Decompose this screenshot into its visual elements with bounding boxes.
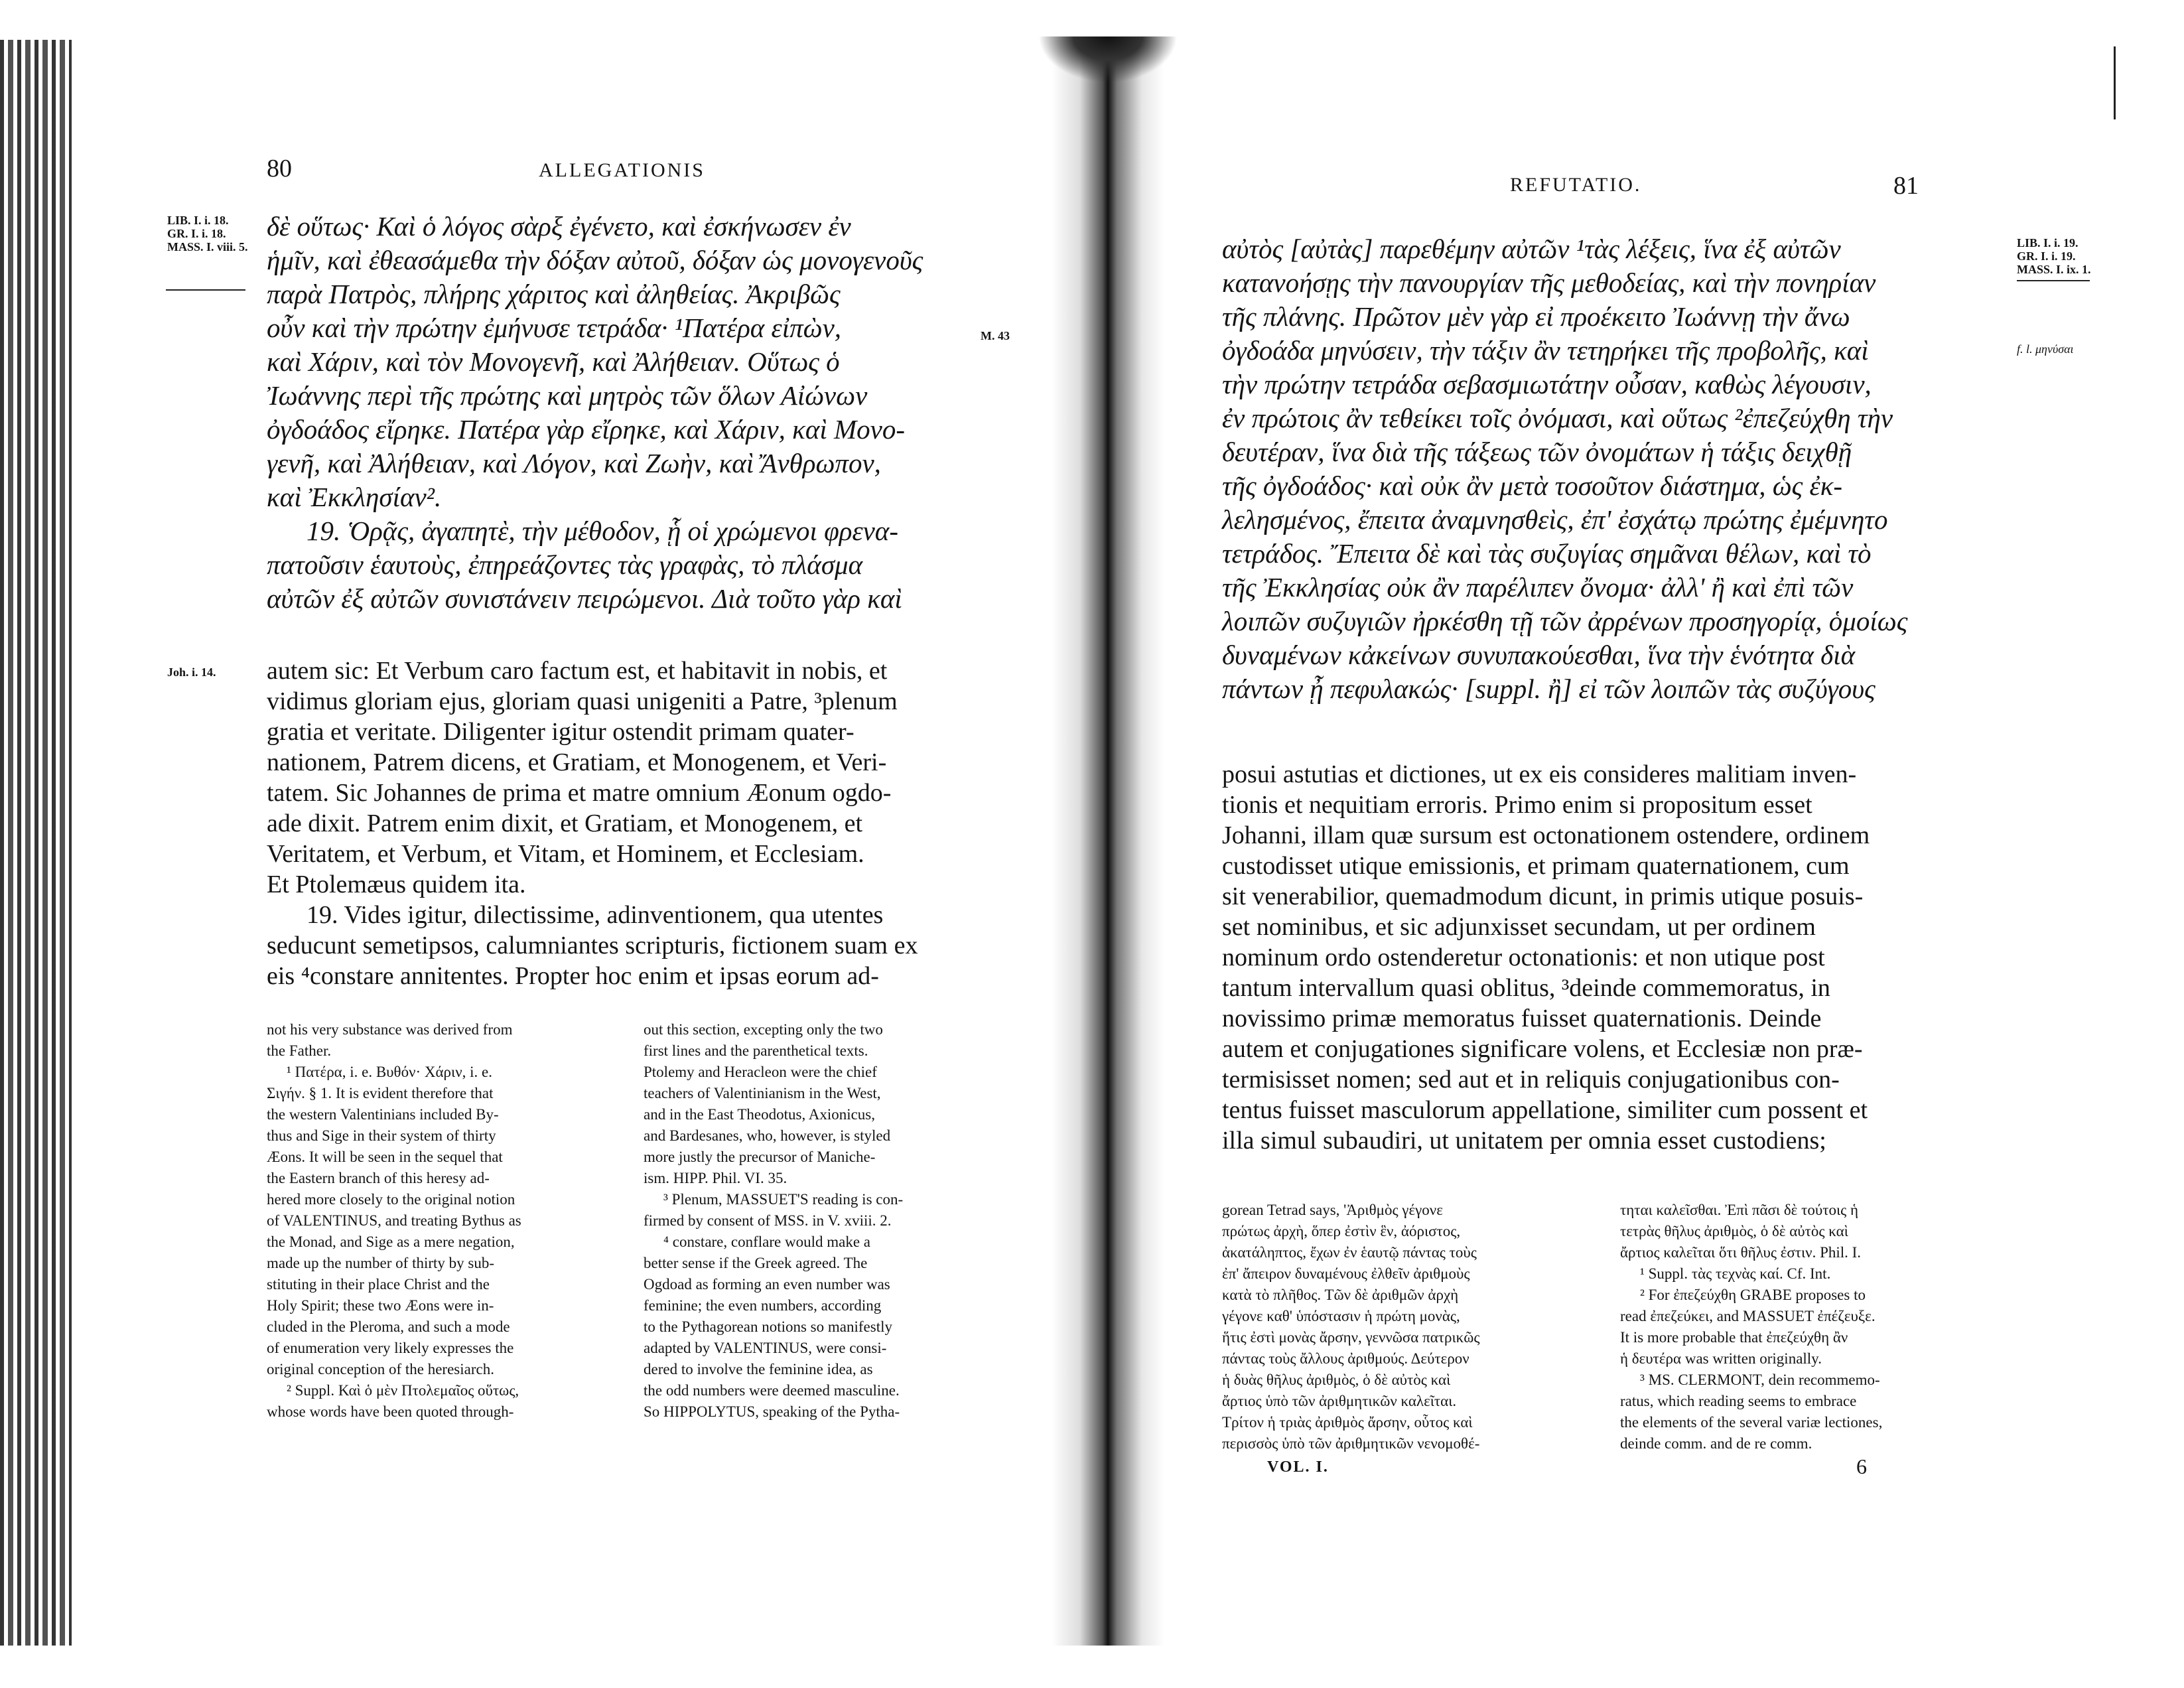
volume-signature: VOL. I. <box>1267 1458 1329 1476</box>
footnotes-column-1 <box>1222 1200 1594 1454</box>
latin-line: tantum intervallum quasi oblitus, ³deinde commemoratus, in <box>1222 974 1830 1002</box>
latin-line: autem et conjugationes significare volens, et Ecclesiæ non præ- <box>1222 1035 1863 1063</box>
footnotes-column-2 <box>1620 1200 2005 1454</box>
footnote-line: ratus, which reading seems to embrace <box>1620 1393 1857 1409</box>
footnote-line: περισσὸς ὑπὸ τῶν ἀριθμητικῶν νενομοθέ- <box>1222 1435 1480 1452</box>
footnote-line: to the Pythagorean notions so manifestly <box>644 1318 892 1335</box>
margin-rule <box>2017 280 2090 281</box>
greek-line: Ἰωάννης περὶ τῆς πρώτης καὶ μητρὸς τῶν ὅλων Αἰώνων <box>267 380 868 411</box>
latin-line: illa simul subaudiri, ut unitatem per omnia esset custodiens; <box>1222 1127 1826 1155</box>
page-number: 80 <box>267 155 292 182</box>
footnote-line: of enumeration very likely expresses the <box>267 1340 514 1356</box>
greek-line: τῆς ὀγδοάδος· καὶ οὐκ ἂν μετὰ τοσοῦτον διάστημα, ὡς ἐκ- <box>1222 470 1843 501</box>
footnote-line: ἄρτιος καλεῖται ὅτι θῆλυς ἐστιν. Phil. I. <box>1620 1244 1862 1261</box>
footnote-line: gorean Tetrad says, 'Ἀριθμὸς γέγονε <box>1222 1202 1443 1218</box>
footnote-line: hered more closely to the original notion <box>267 1191 515 1208</box>
latin-line: tentus fuisset masculorum appellatione, similiter cum possent et <box>1222 1096 1868 1124</box>
footnote-line: cluded in the Pleroma, and such a mode <box>267 1318 510 1335</box>
latin-line: sit venerabilior, quemadmodum dicunt, in primis utique posuis- <box>1222 882 1864 910</box>
latin-text <box>267 656 990 991</box>
footnote-line: ἐπ' ἄπειρον δυναμένους ἐλθεῖν ἀριθμοὺς <box>1222 1265 1470 1282</box>
footnote-line: κατὰ τὸ πλῆθος. Τῶν δὲ ἀριθμῶν ἀρχὴ <box>1222 1287 1459 1303</box>
greek-text <box>267 210 990 616</box>
footnote-line: ism. HIPP. Phil. VI. 35. <box>644 1170 787 1186</box>
latin-line: tionis et nequitiam erroris. Primo enim si propositum esset <box>1222 791 1812 819</box>
latin-line: Johanni, illam quæ sursum est octonationem ostendere, ordinem <box>1222 821 1870 849</box>
greek-line: οὖν καὶ τὴν πρώτην ἐμήνυσε τετράδα· ¹Πατέρα εἰπὼν, <box>267 313 842 343</box>
margin-ref-mass: MASS. I. viii. 5. <box>167 240 248 253</box>
footnote-line: adapted by VALENTINUS, were consi- <box>644 1340 887 1356</box>
latin-line: seducunt semetipsos, calumniantes scripturis, fictionem suam ex <box>267 932 918 959</box>
latin-line: nominum ordo ostenderetur octonationis: et non utique post <box>1222 944 1825 971</box>
latin-line: tatem. Sic Johannes de prima et matre omnium Æonum ogdo- <box>267 779 892 807</box>
margin-ref-lib: LIB. I. i. 19. <box>2017 236 2079 249</box>
greek-line: λελησμένος, ἔπειτα ἀναμνησθεὶς, ἐπ' ἐσχάτῳ πρώτης ἐμέμνητο <box>1222 504 1888 535</box>
greek-line: ὀγδοάδος εἴρηκε. Πατέρα γὰρ εἴρηκε, καὶ Χάριν, καὶ Μονο- <box>267 414 906 445</box>
footnote-line: first lines and the parenthetical texts. <box>644 1042 868 1059</box>
greek-line: ὀγδοάδα μηνύσειν, τὴν τάξιν ἂν τετηρήκει τῆς προβολῆς, καὶ <box>1222 335 1869 366</box>
footnote-line: dered to involve the feminine idea, as <box>644 1361 873 1377</box>
greek-line: δὲ οὕτως· Καὶ ὁ λόγος σὰρξ ἐγένετο, καὶ ἐσκήνωσεν ἐν <box>267 211 851 242</box>
footnote-line: original conception of the heresiarch. <box>267 1361 494 1377</box>
running-head: ALLEGATIONIS <box>539 159 705 181</box>
footnote-line: ³ Plenum, MASSUET'S reading is con- <box>663 1191 904 1208</box>
footnote-line: τηται καλεῖσθαι. Ἐπὶ πᾶσι δὲ τούτοις ἡ <box>1620 1202 1859 1218</box>
footnote-line: ἡ δυὰς θῆλυς ἀριθμὸς, ὁ δὲ αὐτὸς καὶ <box>1222 1372 1451 1388</box>
footnote-line: the Eastern branch of this heresy ad- <box>267 1170 490 1186</box>
greek-line: καὶ Ἐκκλησίαν². <box>267 482 442 512</box>
footnote-line: the odd numbers were deemed masculine. <box>644 1382 900 1399</box>
latin-line: vidimus gloriam ejus, gloriam quasi unigeniti a Patre, ³plenum <box>267 687 898 715</box>
footnote-line: πάντας τοὺς ἄλλους ἀριθμούς. Δεύτερον <box>1222 1350 1469 1367</box>
footnote-line: Σιγήν. § 1. It is evident therefore that <box>267 1085 494 1101</box>
greek-line: τετράδος. Ἔπειτα δὲ καὶ τὰς συζυγίας σημᾶναι θέλων, καὶ τὸ <box>1222 538 1872 569</box>
greek-line: τὴν πρώτην τετράδα σεβασμιωτάτην οὖσαν, καθὼς λέγουσιν, <box>1222 369 1872 399</box>
footnote-line: ¹ Πατέρα, i. e. Βυθόν· Χάριν, i. e. <box>287 1064 492 1080</box>
footnote-line: more justly the precursor of Maniche- <box>644 1149 876 1165</box>
footnote-line: of VALENTINUS, and treating Bythus as <box>267 1212 521 1229</box>
latin-line: posui astutias et dictiones, ut ex eis consideres malitiam inven- <box>1222 760 1857 788</box>
margin-reference <box>167 214 260 253</box>
footnote-line: ⁴ constare, conflare would make a <box>663 1233 870 1250</box>
footnote-line: the Monad, and Sige as a mere negation, <box>267 1233 515 1250</box>
footnote-line: deinde comm. and de re comm. <box>1620 1435 1812 1452</box>
footnote-line: whose words have been quoted through- <box>267 1403 514 1420</box>
margin-ref-gr: GR. I. i. 18. <box>167 227 226 240</box>
greek-line: πατοῦσιν ἑαυτοὺς, ἐπηρεάζοντες τὰς γραφὰς, τὸ πλάσμα <box>267 549 863 580</box>
footnote-line: read ἐπεζεύκει, and MASSUET ἐπέζευξε. <box>1620 1308 1876 1324</box>
greek-line: ἡμῖν, καὶ ἐθεασάμεθα τὴν δόξαν αὐτοῦ, δόξαν ὡς μονογενοῦς <box>267 245 923 275</box>
footnote-line: and in the East Theodotus, Axionicus, <box>644 1106 876 1123</box>
footnote-line: ³ MS. CLERMONT, dein recommemo- <box>1640 1372 1880 1388</box>
right-page <box>1092 0 2184 1688</box>
greek-line: λοιπῶν συζυγιῶν ἠρκέσθη τῇ τῶν ἀρρένων προσηγορίᾳ, ὁμοίως <box>1222 606 1908 636</box>
greek-line: τῆς πλάνης. Πρῶτον μὲν γὰρ εἰ προέκειτο Ἰωάννῃ τὴν ἄνω <box>1222 301 1850 332</box>
greek-line: δυναμένων κἀκείνων συνυπακούεσθαι, ἵνα τὴν ἑνότητα διὰ <box>1222 640 1856 670</box>
footnote-line: ἡ δευτέρα was written originally. <box>1620 1350 1822 1367</box>
latin-line: Et Ptolemæus quidem ita. <box>267 871 526 898</box>
margin-ref-lib: LIB. I. i. 18. <box>167 214 229 227</box>
latin-line: gratia et veritate. Diligenter igitur ostendit primam quater- <box>267 718 854 746</box>
footnote-line: feminine; the even numbers, according <box>644 1297 882 1314</box>
footnote-line: Ogdoad as forming an even number was <box>644 1276 890 1293</box>
footnote-line: So HIPPOLYTUS, speaking of the Pytha- <box>644 1403 900 1420</box>
footnote-line: Holy Spirit; these two Æons were in- <box>267 1297 494 1314</box>
greek-text <box>1222 232 2005 706</box>
latin-line: ade dixit. Patrem enim dixit, et Gratiam, et Monogenem, et <box>267 809 863 837</box>
footnotes-column-2 <box>644 1019 990 1423</box>
margin-ref-mass: MASS. I. ix. 1. <box>2017 263 2091 276</box>
footnote-line: ἄρτιος ὑπὸ τῶν ἀριθμητικῶν καλεῖται. <box>1222 1393 1457 1409</box>
greek-line: ἐν πρώτοις ἂν τεθείκει τοῖς ὀνόμασι, καὶ οὕτως ²ἐπεζεύχθη τὴν <box>1222 403 1893 433</box>
margin-reference <box>2017 236 2110 276</box>
greek-line: αὐτὸς [αὐτὰς] παρεθέμην αὐτῶν ¹τὰς λέξεις, ἵνα ἐξ αὐτῶν <box>1222 234 1841 264</box>
footnote-line: Æons. It will be seen in the sequel that <box>267 1149 503 1165</box>
greek-line: πάντων ᾖ πεφυλακώς· [suppl. ἢ] εἰ τῶν λοιπῶν τὰς συζύγους <box>1222 673 1876 704</box>
footnote-line: πρώτως ἀρχὴ, ὅπερ ἐστὶν ἓν, ἀόριστος, <box>1222 1223 1461 1239</box>
greek-line: τῆς Ἐκκλησίας οὐκ ἂν παρέλιπεν ὄνομα· ἀλλ' ἢ καὶ ἐπὶ τῶν <box>1222 572 1854 602</box>
greek-line: αὐτῶν ἐξ αὐτῶν συνιστάνειν πειρώμενοι. Διὰ τοῦτο γὰρ καὶ <box>267 583 902 614</box>
latin-line: set nominibus, et sic adjunxisset secundam, ut per ordinem <box>1222 913 1816 941</box>
footnote-line: τετρὰς θῆλυς ἀριθμὸς, ὁ δὲ αὐτὸς καὶ <box>1620 1223 1848 1239</box>
footnote-line: out this section, excepting only the two <box>644 1021 883 1038</box>
greek-line: παρὰ Πατρὸς, πλήρης χάριτος καὶ ἀληθείας. Ἀκριβῶς <box>267 279 841 309</box>
footnote-line: ἥτις ἐστὶ μονὰς ἄρσην, γεννῶσα πατρικῶς <box>1222 1329 1480 1346</box>
footnote-line: ἀκατάληπτος, ἔχων ἐν ἑαυτῷ πάντας τοὺς <box>1222 1244 1477 1261</box>
margin-variant-note: f. l. μηνύσαι <box>2017 342 2074 356</box>
footnote-line: made up the number of thirty by sub- <box>267 1255 495 1271</box>
greek-line: κατανοήσῃς τὴν πανουργίαν τῆς μεθοδείας, καὶ τὴν πονηρίαν <box>1222 267 1876 298</box>
footnote-line: not his very substance was derived from <box>267 1021 513 1038</box>
footnote-line: ² Suppl. Καὶ ὁ μὲν Πτολεμαῖος οὕτως, <box>287 1382 519 1399</box>
greek-line: 19. Ὁρᾷς, ἀγαπητὲ, τὴν μέθοδον, ᾗ οἱ χρώμενοι φρενα- <box>307 516 898 546</box>
latin-text <box>1222 759 2005 1156</box>
footnote-line: Τρίτον ἡ τριὰς ἀριθμὸς ἄρσην, οὗτος καὶ <box>1222 1414 1473 1431</box>
latin-line: termisisset nomen; sed aut et in reliquis conjugationibus con- <box>1222 1066 1840 1093</box>
footnote-line: ¹ Suppl. τὰς τεχνὰς καί. Cf. Int. <box>1640 1265 1831 1282</box>
footnote-line: teachers of Valentinianism in the West, <box>644 1085 881 1101</box>
latin-line: eis ⁴constare annitentes. Propter hoc enim et ipsas eorum ad- <box>267 962 879 990</box>
footnote-line: and Bardesanes, who, however, is styled <box>644 1127 891 1144</box>
latin-line: novissimo primæ memoratus fuisset quaternationis. Deinde <box>1222 1005 1822 1032</box>
footnote-line: stituting in their place Christ and the <box>267 1276 490 1293</box>
footnote-line: the Father. <box>267 1042 332 1059</box>
latin-line: custodisset utique emissionis, et primam quaternationem, cum <box>1222 852 1850 880</box>
latin-line: Veritatem, et Verbum, et Vitam, et Hominem, et Ecclesiam. <box>267 840 864 868</box>
greek-line: δευτέραν, ἵνα διὰ τῆς τάξεως τῶν ὀνομάτων ἡ τάξις δειχθῇ <box>1222 437 1852 467</box>
margin-ref-gr: GR. I. i. 19. <box>2017 249 2076 263</box>
footnote-line: better sense if the Greek agreed. The <box>644 1255 868 1271</box>
footnote-line: thus and Sige in their system of thirty <box>267 1127 496 1144</box>
latin-line: autem sic: Et Verbum caro factum est, et habitavit in nobis, et <box>267 657 888 685</box>
footnote-line: Ptolemy and Heracleon were the chief <box>644 1064 877 1080</box>
footnote-line: firmed by consent of MSS. in V. xviii. 2. <box>644 1212 892 1229</box>
footnote-line: the western Valentinians included By- <box>267 1106 499 1123</box>
page-number: 81 <box>1893 172 1919 200</box>
footnote-line: It is more probable that ἐπεζεύχθη ἂν <box>1620 1329 1848 1346</box>
footnote-line: the elements of the several variæ lectiones, <box>1620 1414 1883 1431</box>
margin-ref-massuet-page: M. 43 <box>981 329 1010 342</box>
latin-line: nationem, Patrem dicens, et Gratiam, et Monogenem, et Veri- <box>267 748 887 776</box>
margin-rule <box>166 289 245 291</box>
margin-ref-john: Joh. i. 14. <box>167 666 216 679</box>
footnotes-column-1 <box>267 1019 618 1423</box>
footnote-line: γέγονε καθ' ὑπόστασιν ἡ πρώτη μονὰς, <box>1222 1308 1460 1324</box>
footnote-line: ² For ἐπεζεύχθη GRABE proposes to <box>1640 1287 1866 1303</box>
greek-line: γενῆ, καὶ Ἀλήθειαν, καὶ Λόγον, καὶ Ζωὴν, καὶ Ἄνθρωπον, <box>267 448 881 478</box>
greek-line: καὶ Χάριν, καὶ τὸν Μονογενῆ, καὶ Ἀλήθειαν. Οὕτως ὁ <box>267 346 840 377</box>
running-head: REFUTATIO. <box>1510 174 1642 196</box>
gathering-signature: 6 <box>1856 1454 1867 1478</box>
latin-line: 19. Vides igitur, dilectissime, adinventionem, qua utentes <box>307 901 884 929</box>
